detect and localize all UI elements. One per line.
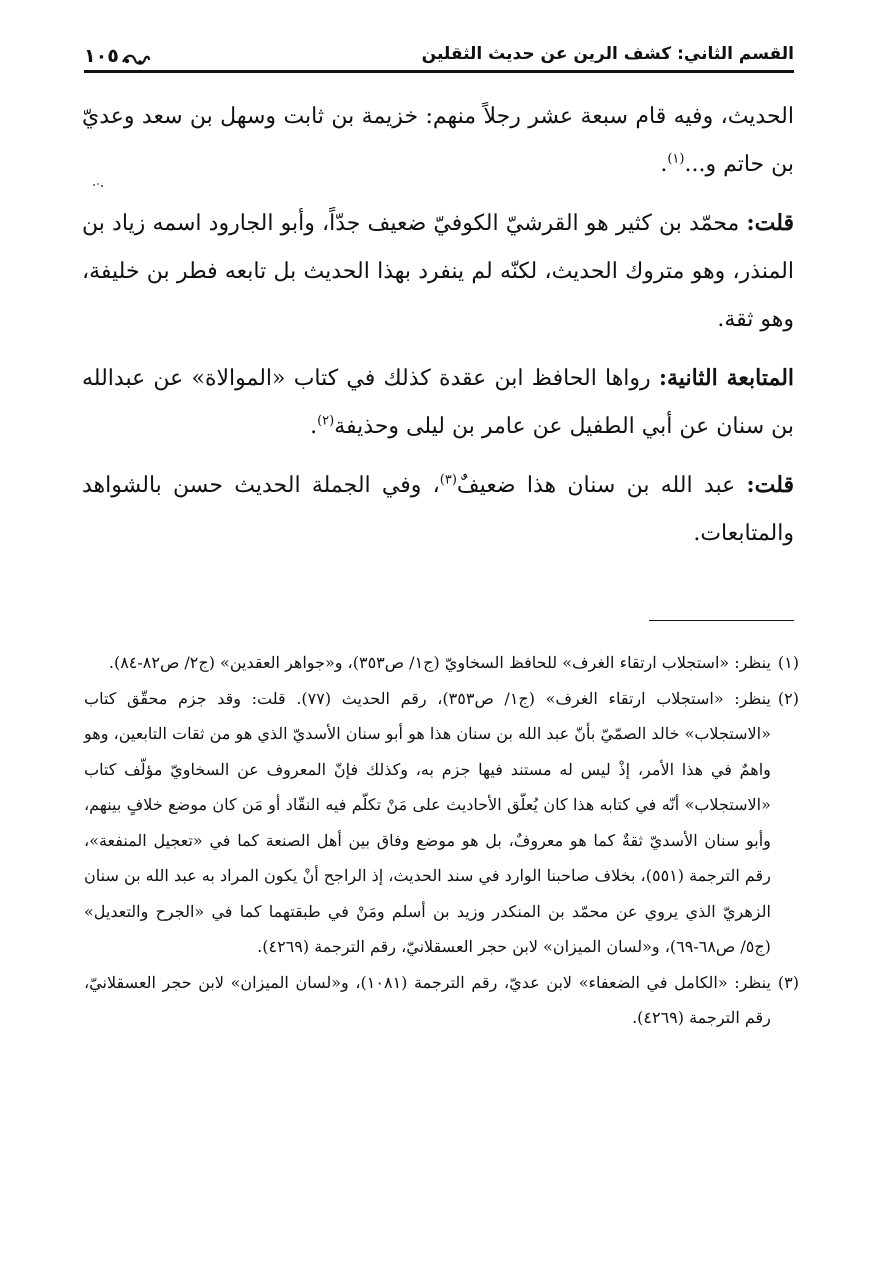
footnote-number: (٢) — [777, 688, 799, 708]
footnote-number: (٣) — [777, 972, 799, 992]
paragraph-text: محمّد بن كثير هو القرشيّ الكوفيّ ضعيف جدّاً، وأبو الجارود اسمه زياد بن المنذر، وهو متروك الحديث، لكنّه لم ينفرد بهذا الحديث بل تابعه فطر بن خليفة، وهو ثقة. — [82, 211, 794, 332]
paragraph-1 — [82, 92, 794, 189]
paragraph-text: رواها الحافظ ابن عقدة كذلك في كتاب «الموالاة» عن عبدالله بن سنان عن أبي الطفيل عن عامر بن ليلى وحذيفة — [82, 366, 794, 439]
paragraph-3 — [82, 354, 794, 451]
page-number-group — [84, 47, 151, 68]
paragraph-lead: قلت: — [746, 210, 794, 236]
paragraph-4 — [82, 461, 794, 558]
footnote-text: ينظر: «استجلاب ارتقاء الغرف» للحافظ السخاويّ (ج١/ ص٣٥٣)، و«جواهر العقدين» (ج٢/ ص٨٢-٨٤). — [108, 653, 771, 672]
paragraph-text: الحديث، وفيه قام سبعة عشر رجلاً منهم: خزيمة بن ثابت وسهل بن سعد وعديّ بن حاتم و... — [82, 104, 794, 177]
decorative-scroll-ornament-icon — [121, 52, 151, 66]
paragraph-tail: ، وفي الجملة الحديث حسن بالشواهد والمتابعات. — [82, 473, 794, 546]
ink-speck-icon — [92, 182, 104, 188]
main-text — [82, 92, 794, 568]
footnotes — [84, 645, 799, 1036]
footnote-number: (١) — [777, 653, 799, 672]
paragraph-2 — [82, 199, 794, 344]
paragraph-lead: قلت: — [746, 472, 795, 498]
footnote-ref: (١) — [667, 151, 685, 167]
paragraph-text: عبد الله بن سنان هذا ضعيفٌ — [456, 473, 747, 498]
header-rule — [84, 70, 794, 73]
paragraph-tail: . — [310, 414, 318, 439]
footnote-item — [84, 645, 799, 681]
running-title: القسم الثاني: كشف الرين عن حديث الثقلين — [421, 44, 794, 64]
footnote-item — [84, 965, 799, 1036]
paragraph-tail: . — [660, 152, 668, 177]
page-number: ١٠٥ — [84, 45, 119, 67]
footnote-text: ينظر: «استجلاب ارتقاء الغرف» (ج١/ ص٣٥٣)، رقم الحديث (٧٧). قلت: وقد جزم محقّق كتاب «الاستجلاب» خالد الصمّيّ بأنّ عبد الله بن سنان هذا هو أبو سنان الأسديّ الذي هو من ثقات التابعين، وهو واهمٌ في هذا الأمر، إذْ ليس له مستند فيها جزم به، وكذلك فإنّ المعروف عن السخاويّ مؤلّف كتاب «الاستجلاب» أنّه في كتابه هذا كان يُعلّق الأحاديث على مَنْ تكلّم فيه النقّاد أو مَن كان موضع خلافٍ بينهم، وأبو سنان الأسديّ ثقةٌ كما هو معروفٌ، بل هو موضع وفاق بين أهل الصنعة كما في «تعجيل المنفعة»، رقم الترجمة (٥٥١)، بخلاف صاحبنا الوارد في سند الحديث، إذ الراجح أنْ يكون المراد به عبد الله بن سنان الزهريّ الذي يروي عن محمّد بن المنكدر وزيد بن أسلم ومَنْ في طبقتهما كما في «الجرح والتعديل» (ج٥/ ص٦٨-٦٩)، و«لسان الميزان» لابن حجر العسقلانيّ، رقم الترجمة (٤٢٦٩). — [84, 688, 771, 956]
page-header — [84, 34, 794, 68]
footnote-text: ينظر: «الكامل في الضعفاء» لابن عديّ، رقم الترجمة (١٠٨١)، و«لسان الميزان» لابن حجر العسقلانيّ، رقم الترجمة (٤٢٦٩). — [84, 972, 771, 1027]
footnote-item — [84, 681, 799, 965]
paragraph-lead: المتابعة الثانية: — [658, 365, 795, 391]
footnote-ref: (٢) — [317, 413, 335, 429]
footnote-separator — [649, 620, 794, 621]
footnote-ref: (٣) — [439, 472, 457, 488]
